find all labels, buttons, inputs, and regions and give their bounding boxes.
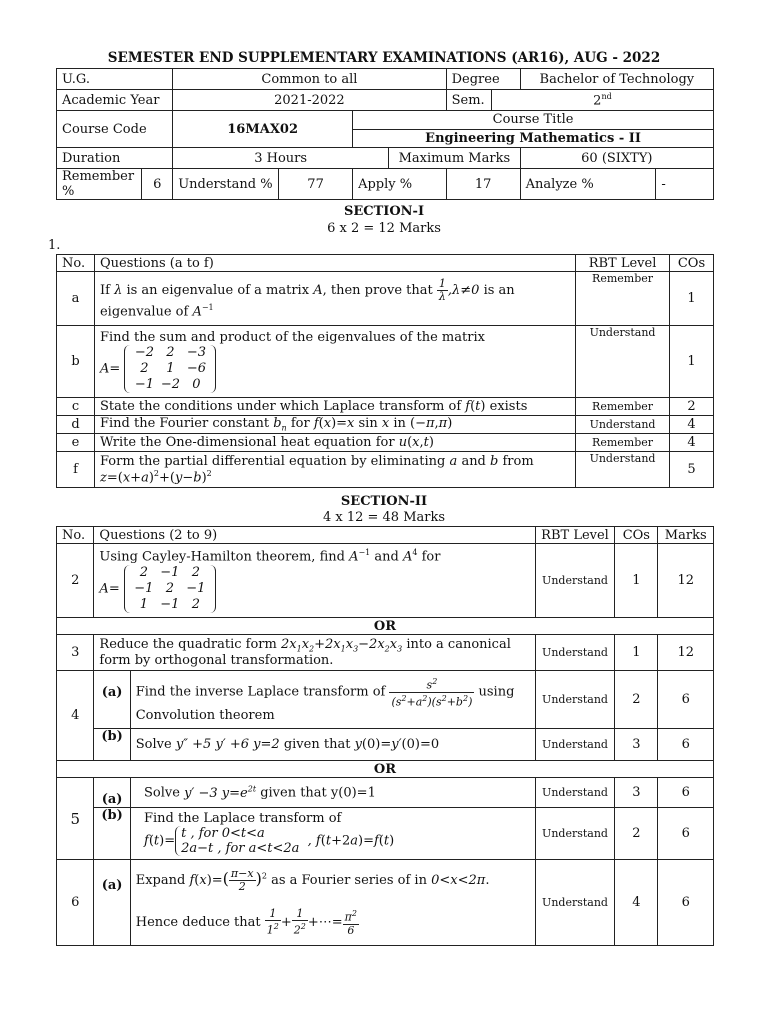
col-rbt: RBT Level [576, 255, 670, 272]
question-d: Find the Fourier constant $b_n$ for f(x)=x sin x in (−π,π) [94, 416, 575, 434]
question-4a: Find the inverse Laplace transform of $\frac{s^2}{(s^2+a^2)(s^2+b^2)}$ using Convolution theorem [130, 671, 535, 729]
col-no: No. [57, 527, 94, 544]
section2-table [56, 526, 714, 946]
col-cos: COs [670, 255, 714, 272]
duration-label: Duration [57, 148, 173, 169]
course-title-value: Engineering Mathematics - II [353, 129, 714, 148]
col-questions: Questions (a to f) [94, 255, 575, 272]
question-a: If λ is an eigenvalue of a matrix A, then prove that $\frac{1}{\lambda}$ ,λ≠0 is an eigenvalue of $A^{-1}$ [94, 272, 575, 326]
academic-year-label: Academic Year [57, 90, 173, 111]
apply-label: Apply % [353, 169, 447, 200]
table-row: a If λ is an eigenvalue of a matrix A, then prove that $\frac{1}{\lambda}$ ,λ≠0 is an eigenvalue of $A^{-1}$ Remember 1 [57, 272, 714, 326]
apply-value: 17 [446, 169, 520, 200]
table-row: b Find the sum and product of the eigenvalues of the matrix A= −2 2 −3 2 1 −6 −1 −2 0 Understand 1 [57, 326, 714, 398]
course-title-label: Course Title [353, 111, 714, 130]
remember-label: Remember % [57, 169, 142, 200]
section1-marks: 6 x 2 = 12 Marks [327, 221, 441, 236]
section1-table [56, 254, 714, 488]
academic-year-value: 2021-2022 [173, 90, 446, 111]
table-row: 6 (a) Expand f(x)=( $\frac{\pi-x}{2}$ )$^2$ as a Fourier series of in 0<x<2π. Hence deduce that $\frac{1}{1^2}$ + $\frac{1}{2^2}$ +⋯= $\frac{\pi^2}{6}$ Understand 4 6 [57, 860, 714, 946]
question-2: Using Cayley-Hamilton theorem, find $A^{-1}$ and $A^4$ for A= 2 −1 2 −1 2 −1 1 −1 2 [94, 544, 535, 618]
max-marks-value: 60 (SIXTY) [520, 148, 713, 169]
course-code-value: 16MAX02 [173, 111, 353, 148]
table-row: f Form the partial differential equation by eliminating a and b from $z=(x+a)^2+(y-b)^2$ Understand 5 [57, 452, 714, 488]
col-cos: COs [615, 527, 658, 544]
understand-label: Understand % [173, 169, 279, 200]
understand-value: 77 [279, 169, 353, 200]
table-row: e Write the One-dimensional heat equation for u(x,t) Remember 4 [57, 434, 714, 452]
sem-label: Sem. [446, 90, 491, 111]
remember-value: 6 [142, 169, 173, 200]
matrix-a: 2 −1 2 −1 2 −1 1 −1 2 [124, 565, 216, 613]
question-c: State the conditions under which Laplace transform of f(t) exists [94, 398, 575, 416]
exam-title: SEMESTER END SUPPLEMENTARY EXAMINATIONS (AR16), AUG - 2022 [107, 50, 661, 66]
degree-value: Bachelor of Technology [520, 69, 713, 90]
table-row: 3 Reduce the quadratic form $2x_1x_2+2x_1x_3-2x_2x_3$ into a canonical form by orthogonal transformation. Understand 1 12 [57, 635, 714, 671]
table-row: (b) Find the Laplace transform of f(t)= t , for 0<t<a 2a−t , for a<t<2a , f(t+2a)=f(t) Understand 2 6 [57, 808, 714, 860]
or-separator: OR [57, 618, 714, 635]
section2-marks: 4 x 12 = 48 Marks [322, 510, 446, 525]
matrix-a: −2 2 −3 2 1 −6 −1 −2 0 [124, 345, 216, 393]
course-code-label: Course Code [57, 111, 173, 148]
duration-value: 3 Hours [173, 148, 389, 169]
question-f: Form the partial differential equation by eliminating a and b from $z=(x+a)^2+(y-b)^2$ [94, 452, 575, 488]
question-number-1: 1. [48, 238, 61, 253]
course-info-table [56, 68, 714, 200]
table-row: (b) Solve y″ +5 y′ +6 y=2 given that y(0)=y′(0)=0 Understand 3 6 [57, 729, 714, 761]
question-6a: Expand f(x)=( $\frac{\pi-x}{2}$ )$^2$ as a Fourier series of in 0<x<2π. Hence deduce that $\frac{1}{1^2}$ + $\frac{1}{2^2}$ +⋯= $\frac{\pi^2}{6}$ [130, 860, 535, 946]
question-5b: Find the Laplace transform of f(t)= t , for 0<t<a 2a−t , for a<t<2a , f(t+2a)=f(t) [130, 808, 535, 860]
analyze-value: - [656, 169, 714, 200]
table-row: 2 Using Cayley-Hamilton theorem, find $A^{-1}$ and $A^4$ for A= 2 −1 2 −1 2 −1 1 −1 2 Understand 1 12 [57, 544, 714, 618]
or-separator: OR [57, 761, 714, 778]
ug-label: U.G. [57, 69, 173, 90]
col-no: No. [57, 255, 95, 272]
analyze-label: Analyze % [520, 169, 656, 200]
section1-title: SECTION-I [343, 204, 425, 219]
question-4b: Solve y″ +5 y′ +6 y=2 given that y(0)=y′(0)=0 [130, 729, 535, 761]
degree-label: Degree [446, 69, 520, 90]
col-marks: Marks [658, 527, 714, 544]
section2-title: SECTION-II [340, 494, 428, 509]
question-5a: Solve y′ −3 $y=e^{2t}$ given that y(0)=1 [130, 778, 535, 808]
question-e: Write the One-dimensional heat equation for u(x,t) [94, 434, 575, 452]
sem-value: 2nd [491, 90, 713, 111]
question-b: Find the sum and product of the eigenvalues of the matrix A= −2 2 −3 2 1 −6 −1 −2 0 [94, 326, 575, 398]
table-row: c State the conditions under which Laplace transform of f(t) exists Remember 2 [57, 398, 714, 416]
table-row: 4 (a) Find the inverse Laplace transform of $\frac{s^2}{(s^2+a^2)(s^2+b^2)}$ using Convolution theorem Understand 2 6 [57, 671, 714, 729]
common-label: Common to all [173, 69, 446, 90]
max-marks-label: Maximum Marks [389, 148, 521, 169]
table-row: 5 (a) Solve y′ −3 $y=e^{2t}$ given that y(0)=1 Understand 3 6 [57, 778, 714, 808]
table-row: d Find the Fourier constant $b_n$ for f(x)=x sin x in (−π,π) Understand 4 [57, 416, 714, 434]
col-rbt: RBT Level [535, 527, 615, 544]
col-questions: Questions (2 to 9) [94, 527, 535, 544]
question-3: Reduce the quadratic form $2x_1x_2+2x_1x_3-2x_2x_3$ into a canonical form by orthogonal transformation. [94, 635, 535, 671]
